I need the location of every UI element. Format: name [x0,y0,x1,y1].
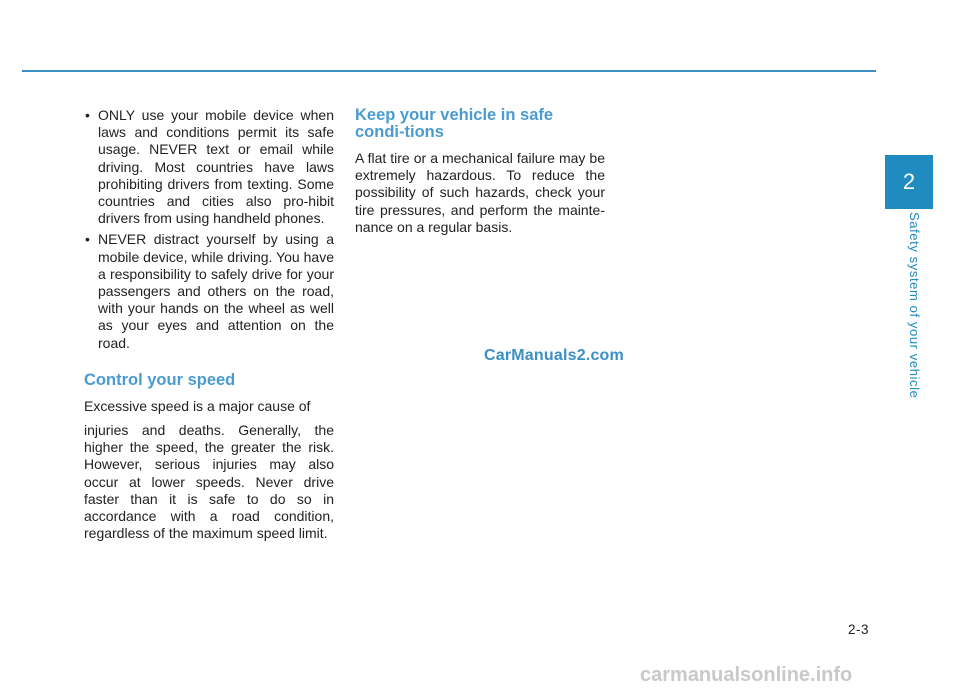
section-heading-speed: Control your speed [84,370,236,389]
list-item [84,231,334,351]
speed-paragraph-1: Excessive speed is a major cause of [84,397,311,414]
right-column [355,107,605,236]
speed-paragraph-2: injuries and deaths. Generally, the higher the speed, the greater the risk. However, serious injuries may also occur at lower speeds. Never drive faster than it is safe to do so in accordance with a road condition, regardless of the maximum speed limit. [84,422,334,542]
bullet-list [84,107,334,352]
chapter-title: Safety system of your vehicle [907,212,922,399]
left-column [84,107,334,542]
section-heading-vehicle: Keep your vehicle in safe condi-tions [355,106,554,141]
vehicle-paragraph: A flat tire or a mechanical failure may be extremely hazardous. To reduce the possibility of such hazards, check your tire pressures, and perform the mainte-nance on a regular basis. [355,150,605,235]
page-number: 2-3 [848,622,870,637]
list-item [84,107,334,227]
top-rule [22,70,876,72]
footer-watermark: carmanualsonline.info [640,664,853,686]
watermark: CarManuals2.com [484,347,624,364]
bullet-icon: • [85,231,90,248]
chapter-tab: 2 [885,155,933,209]
bullet-text: ONLY use your mobile device when laws and conditions permit its safe usage. NEVER text or email while driving. Most countries have laws prohibiting drivers from texting. Some countries and cities also pro-hibit drivers from using handheld phones. [98,107,334,227]
bullet-icon: • [85,107,90,123]
bullet-text: NEVER distract yourself by using a mobile device, while driving. You have a responsibility to safely drive for your passengers and others on the road, with your hands on the wheel as well as your eyes and attention on the road. [98,231,334,351]
